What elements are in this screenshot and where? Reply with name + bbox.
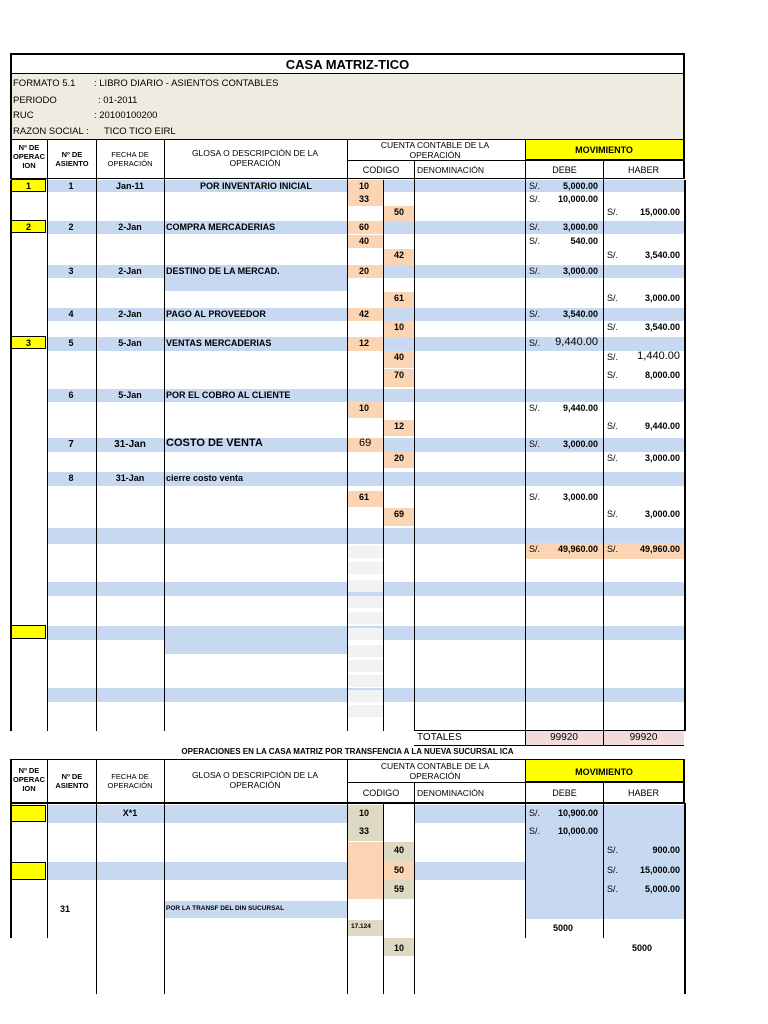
haber-amount: 900.00 (652, 845, 680, 855)
page-title: CASA MATRIZ-TICO (285, 57, 410, 72)
haber-amount: 8,000.00 (644, 370, 680, 380)
codigo: 12 (359, 338, 370, 348)
haber-amount: 3,540.00 (644, 322, 680, 332)
haber-amount: 3,540.00 (644, 250, 680, 260)
asiento-number: 2 (68, 222, 74, 232)
glosa: POR EL COBRO AL CLIENTE (166, 390, 291, 400)
currency-symbol: S/. (529, 439, 541, 449)
row-band (48, 862, 347, 880)
debe-amount: 49,960.00 (557, 544, 598, 554)
fecha: 31-Jan (114, 439, 146, 450)
grid-line (383, 803, 384, 994)
grid-line (10, 803, 12, 938)
asiento-number: 7 (68, 439, 74, 450)
codigo2: 42 (394, 250, 405, 260)
grid-line (414, 180, 415, 731)
header-nro-operacion: Nº DE OPERAC ION (12, 143, 46, 170)
row-band (604, 805, 684, 919)
header-denominacion: DENOMINACIÓN (417, 165, 485, 175)
codigo2: 10 (394, 322, 405, 332)
fecha: 2-Jan (118, 222, 142, 232)
currency-symbol: S/. (607, 453, 619, 463)
fecha: X*1 (122, 808, 138, 818)
section2-title: OPERACIONES EN LA CASA MATRIZ POR TRANSFENCIA A LA NUEVA SUCURSAL ICA (181, 747, 514, 756)
info-value-formato: : LIBRO DIARIO - ASIENTOS CONTABLES (94, 78, 279, 89)
codigo: 61 (359, 492, 370, 502)
empty-codigo-cell (348, 675, 383, 687)
codigo: 69 (359, 437, 372, 449)
debe-amount: 3,540.00 (562, 309, 598, 319)
totals-debe: 99920 (550, 732, 578, 743)
currency-symbol: S/. (529, 544, 541, 554)
glosa: DESTINO DE LA MERCAD. (166, 266, 280, 276)
haber-amount: 3,000.00 (644, 293, 680, 303)
currency-symbol: S/. (529, 338, 541, 348)
header2-codigo: CODIGO (362, 788, 400, 798)
codigo2: 50 (394, 207, 405, 217)
currency-symbol: S/. (607, 509, 619, 519)
glosa: cierre costo venta (166, 473, 244, 483)
currency-symbol: S/. (607, 207, 619, 217)
info-label-formato: FORMATO 5.1 (13, 78, 76, 89)
currency-symbol: S/. (529, 826, 541, 836)
grid-line (347, 180, 348, 731)
row-band (48, 805, 347, 823)
haber-amount: 3,000.00 (644, 509, 680, 519)
header2-haber: HABER (627, 788, 659, 798)
haber-amount: 15,000.00 (639, 207, 680, 217)
operation-number-cell (11, 805, 46, 822)
haber-amount: 5,000.00 (644, 884, 680, 894)
info-label-razon: RAZON SOCIAL : (13, 126, 89, 137)
currency-symbol: S/. (607, 250, 619, 260)
row-band (165, 640, 347, 654)
grid-line (684, 803, 686, 994)
haber-amount: 1,440.00 (637, 350, 680, 362)
row-band (415, 862, 525, 880)
header2-fecha: FECHA DE OPERACIÓN (107, 772, 153, 790)
totals-haber: 99920 (629, 732, 658, 743)
fecha: 2-Jan (118, 309, 142, 319)
codigo2: 10 (394, 943, 405, 953)
operation-number: 2 (25, 222, 31, 232)
debe-amount: 5000 (553, 923, 574, 933)
row-band (415, 805, 525, 823)
haber-amount: 49,960.00 (639, 544, 680, 554)
debe-amount: 9,440.00 (555, 336, 598, 348)
currency-symbol: S/. (529, 236, 541, 246)
codigo2: 61 (394, 293, 405, 303)
glosa: VENTAS MERCADERIAS (166, 338, 272, 348)
header2-denominacion: DENOMINACIÓN (417, 788, 485, 798)
glosa: POR LA TRANSF DEL DIN SUCURSAL (166, 905, 285, 912)
glosa: PAGO AL PROVEEDOR (166, 309, 266, 319)
fecha: 5-Jan (118, 338, 142, 348)
grid-line (96, 180, 97, 731)
codigo: 33 (359, 826, 370, 836)
haber-amount: 3,000.00 (644, 453, 680, 463)
asiento-number: 8 (68, 473, 74, 483)
codigo: 40 (359, 236, 370, 246)
header-glosa: GLOSA O DESCRIPCIÓN DE LA OPERACIÓN (191, 148, 319, 168)
row-band (48, 528, 684, 544)
grid-line (164, 180, 165, 731)
codigo2: 40 (394, 352, 405, 362)
operation-number-cell (11, 625, 46, 639)
empty-codigo-cell (348, 705, 383, 717)
asiento-number: 1 (68, 181, 74, 191)
grid-line (603, 180, 604, 731)
empty-codigo-cell (348, 580, 383, 592)
fecha: 5-Jan (118, 390, 142, 400)
header-haber: HABER (627, 165, 659, 175)
asiento-number: 6 (68, 390, 74, 400)
haber-amount: 5000 (632, 943, 653, 953)
currency-symbol: S/. (607, 884, 619, 894)
asiento-number: 31 (60, 904, 71, 914)
empty-codigo-cell (348, 645, 383, 657)
codigo2: 50 (394, 865, 405, 875)
codigo: 33 (359, 194, 370, 204)
currency-symbol: S/. (529, 222, 541, 232)
codigo-cell (348, 842, 383, 899)
codigo2: 70 (394, 370, 405, 380)
grid-line (347, 803, 348, 994)
currency-symbol: S/. (607, 544, 619, 554)
currency-symbol: S/. (607, 865, 619, 875)
codigo: 20 (359, 266, 370, 276)
codigo2: 20 (394, 453, 405, 463)
empty-codigo-cell (348, 596, 383, 608)
haber-amount: 9,440.00 (644, 421, 680, 431)
grid-line (525, 180, 526, 731)
grid-line (525, 803, 526, 938)
debe-amount: 10,900.00 (557, 808, 598, 818)
glosa: COSTO DE VENTA (166, 437, 263, 449)
debe-amount: 10,000.00 (557, 826, 598, 836)
glosa: POR INVENTARIO INICIAL (200, 181, 312, 191)
row-band (526, 805, 603, 919)
operation-number: 1 (25, 181, 31, 191)
currency-symbol: S/. (607, 352, 619, 362)
grid-line (164, 803, 165, 994)
operation-number-cell (11, 862, 46, 880)
currency-symbol: S/. (529, 808, 541, 818)
codigo: 42 (359, 309, 370, 319)
header2-cuenta: CUENTA CONTABLE DE LA OPERACIÓN (380, 761, 490, 781)
header-cuenta: CUENTA CONTABLE DE LA OPERACIÓN (380, 140, 490, 160)
header-movimiento: MOVIMIENTO (575, 145, 633, 155)
currency-symbol: S/. (529, 194, 541, 204)
header2-nro-operacion: Nº DE OPERAC ION (12, 766, 46, 793)
currency-symbol: S/. (607, 293, 619, 303)
codigo: 10 (359, 808, 370, 818)
asiento-number: 3 (68, 266, 74, 276)
debe-amount: 3,000.00 (562, 266, 598, 276)
empty-codigo-cell (348, 628, 383, 640)
currency-symbol: S/. (529, 403, 541, 413)
grid-line (10, 180, 12, 731)
header-fecha: FECHA DE OPERACIÓN (107, 150, 153, 168)
info-value-ruc: : 20100100200 (94, 110, 158, 121)
codigo: 60 (359, 222, 370, 232)
operation-number: 3 (25, 338, 31, 348)
currency-symbol: S/. (529, 266, 541, 276)
fecha: 2-Jan (118, 266, 142, 276)
asiento-number: 4 (68, 309, 74, 319)
debe-amount: 3,000.00 (562, 492, 598, 502)
codigo2: 69 (394, 509, 405, 519)
row-band (165, 277, 347, 291)
fecha: Jan-11 (115, 181, 145, 191)
fecha: 31-Jan (115, 473, 145, 483)
grid-line (684, 180, 686, 731)
grid-line (383, 180, 384, 731)
currency-symbol: S/. (529, 309, 541, 319)
info-label-periodo: PERIODO (13, 95, 57, 106)
grid-line (47, 180, 48, 731)
debe-amount: 9,440.00 (562, 403, 598, 413)
currency-symbol: S/. (607, 845, 619, 855)
codigo: 10 (359, 181, 370, 191)
info-label-ruc: RUC (13, 110, 34, 121)
header2-movimiento: MOVIMIENTO (575, 767, 633, 777)
debe-amount: 3,000.00 (562, 222, 598, 232)
info-value-periodo: : 01-2011 (98, 95, 138, 106)
grid-line (10, 803, 685, 804)
debe-amount: 5,000.00 (562, 181, 598, 191)
haber-amount: 15,000.00 (639, 865, 680, 875)
empty-codigo-cell (348, 660, 383, 672)
currency-symbol: S/. (607, 421, 619, 431)
debe-amount: 540.00 (570, 236, 598, 246)
codigo: 17.124 (351, 923, 371, 930)
totals-label: TOTALES (417, 732, 462, 743)
codigo2: 59 (394, 884, 405, 894)
asiento-number: 5 (68, 338, 74, 348)
header2-debe: DEBE (552, 788, 577, 798)
currency-symbol: S/. (529, 492, 541, 502)
header2-nro-asiento: Nº DE ASIENTO (55, 772, 89, 790)
empty-codigo-cell (348, 562, 383, 574)
currency-symbol: S/. (607, 322, 619, 332)
header-debe: DEBE (552, 165, 577, 175)
codigo2: 40 (394, 845, 405, 855)
title-box (10, 53, 685, 74)
empty-codigo-cell (348, 612, 383, 624)
grid-line (47, 803, 48, 938)
info-value-razon: TICO TICO EIRL (104, 126, 176, 137)
header-nro-asiento: Nº DE ASIENTO (55, 150, 89, 168)
currency-symbol: S/. (529, 181, 541, 191)
empty-codigo-cell (348, 546, 383, 558)
glosa: COMPRA MERCADERIAS (166, 222, 276, 232)
empty-codigo-cell (348, 690, 383, 702)
grid-line (603, 803, 604, 938)
debe-amount: 3,000.00 (562, 439, 598, 449)
header2-glosa: GLOSA O DESCRIPCIÓN DE LA OPERACIÓN (191, 770, 319, 790)
currency-symbol: S/. (607, 370, 619, 380)
grid-line (96, 803, 97, 994)
codigo2: 12 (394, 421, 405, 431)
header-codigo: CODIGO (362, 165, 400, 175)
debe-amount: 10,000.00 (557, 194, 598, 204)
codigo: 10 (359, 403, 370, 413)
grid-line (414, 803, 415, 994)
